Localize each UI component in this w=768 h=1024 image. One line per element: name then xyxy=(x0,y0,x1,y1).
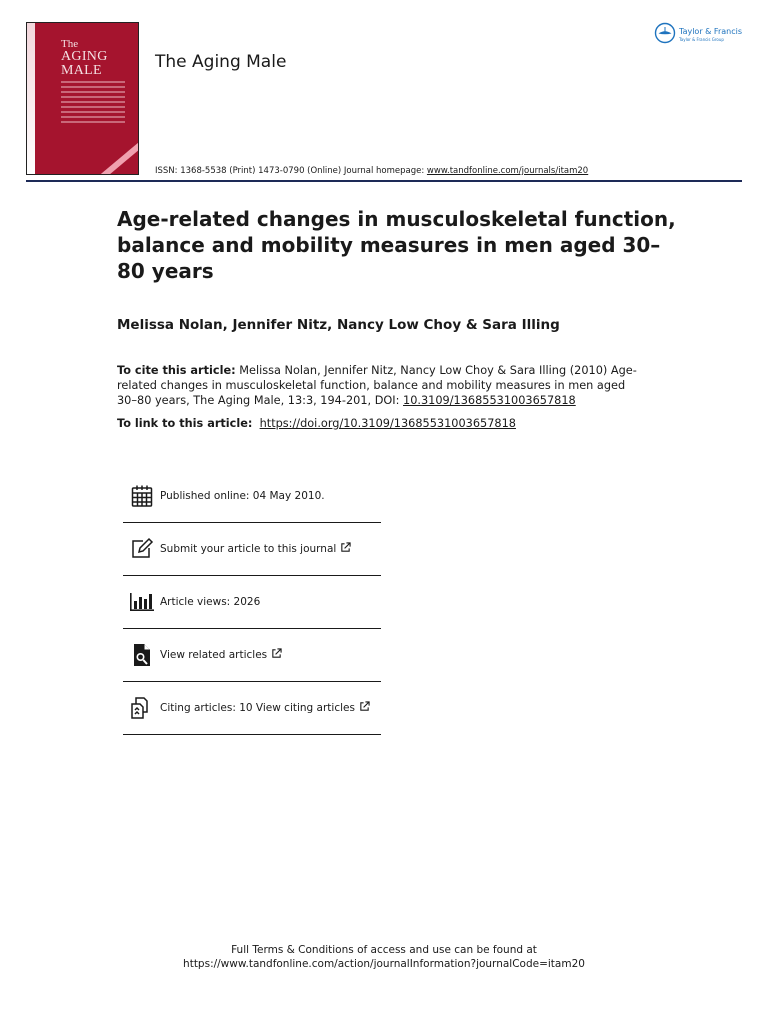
article-views: Article views: 2026 xyxy=(160,596,261,608)
article-info-list xyxy=(123,470,381,735)
terms-text: Full Terms & Conditions of access and use can be found at xyxy=(231,944,537,956)
cover-title-male: MALE xyxy=(61,63,102,78)
submit-article-link[interactable] xyxy=(160,542,351,556)
terms-url[interactable]: https://www.tandfonline.com/action/journalInformation?journalCode=itam20 xyxy=(183,958,585,970)
article-doi-url[interactable]: https://doi.org/10.3109/13685531003657818 xyxy=(259,417,516,430)
bar-chart-icon xyxy=(127,587,157,617)
issn-text: ISSN: 1368-5538 (Print) 1473-0790 (Online) Journal homepage: xyxy=(155,166,427,176)
citation-text: Melissa Nolan, Jennifer Nitz, Nancy Low Choy & Sara Illing (2010) Age-related changes in musculoskeletal function, balance and mobility measures in men aged 30–80 years, The Aging Male, 13:3, 194-201, DOI: xyxy=(117,364,637,407)
external-link-icon xyxy=(340,542,351,556)
article-views-row xyxy=(123,576,381,629)
cover-spine xyxy=(27,23,35,174)
citing-articles-label: Citing articles: 10 View citing articles xyxy=(160,702,355,714)
link-label: To link to this article: xyxy=(117,417,253,430)
related-articles-row[interactable] xyxy=(123,629,381,682)
citation-label: To cite this article: xyxy=(117,364,236,377)
publisher-name: Taylor & Francis xyxy=(679,27,742,37)
published-date: Published online: 04 May 2010. xyxy=(160,490,325,502)
terms-footer xyxy=(0,943,768,971)
cover-title-the: The xyxy=(61,38,79,50)
taylor-francis-icon xyxy=(654,22,676,48)
related-articles-label: View related articles xyxy=(160,649,268,661)
article-link-block xyxy=(117,417,516,430)
journal-cover xyxy=(26,22,139,175)
header-rule xyxy=(26,180,742,182)
citation-block xyxy=(117,363,637,408)
edit-icon xyxy=(127,534,157,564)
citing-articles-icon xyxy=(127,693,157,723)
submit-article-label: Submit your article to this journal xyxy=(160,543,337,555)
search-document-icon xyxy=(127,640,157,670)
issn-line xyxy=(155,166,588,176)
journal-homepage-link[interactable]: www.tandfonline.com/journals/itam20 xyxy=(426,166,589,176)
citing-articles-link[interactable] xyxy=(160,701,370,715)
publisher-logo[interactable] xyxy=(654,22,742,48)
publisher-group: Taylor & Francis Group xyxy=(679,36,724,42)
cover-title xyxy=(61,39,108,78)
journal-title: The Aging Male xyxy=(155,52,287,72)
article-authors: Melissa Nolan, Jennifer Nitz, Nancy Low Choy & Sara Illing xyxy=(117,317,560,333)
doi-link[interactable]: 10.3109/13685531003657818 xyxy=(403,394,576,407)
cover-title-aging: AGING xyxy=(61,49,108,64)
cover-corner-stripe xyxy=(100,143,139,175)
external-link-icon xyxy=(271,648,282,662)
submit-article-row[interactable] xyxy=(123,523,381,576)
calendar-icon xyxy=(127,481,157,511)
citing-articles-row[interactable] xyxy=(123,682,381,735)
external-link-icon xyxy=(359,701,370,715)
related-articles-link[interactable] xyxy=(160,648,282,662)
cover-text-lines xyxy=(61,81,125,126)
published-row xyxy=(123,470,381,523)
article-title: Age-related changes in musculoskeletal function, balance and mobility measures in men aged 30–80 years xyxy=(117,207,676,283)
